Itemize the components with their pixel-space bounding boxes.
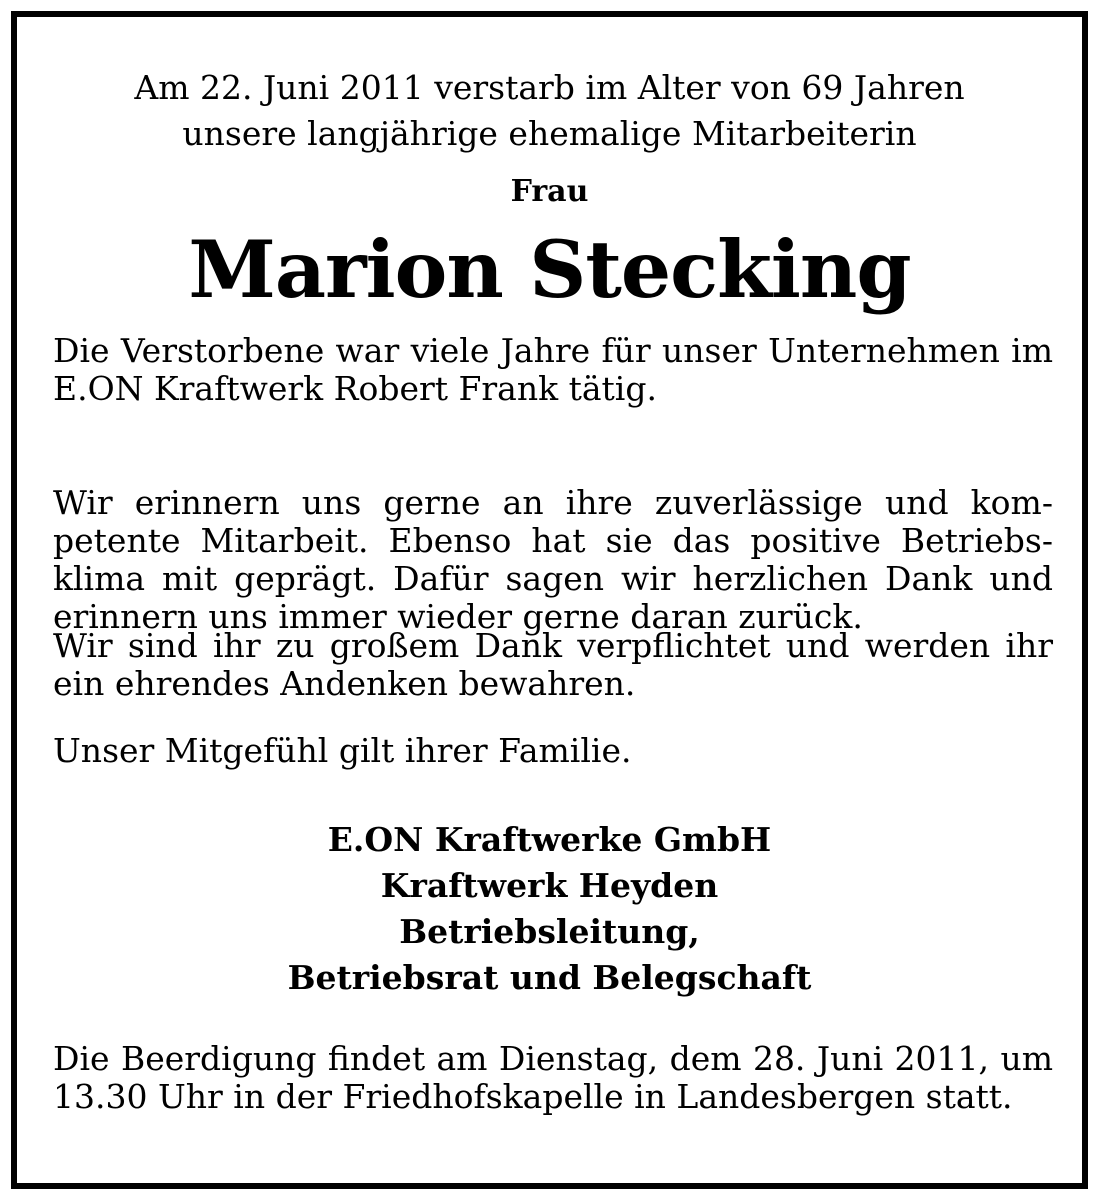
paragraph-employment: Die Verstorbene war viele Jahre für unser Unternehmen im E.ON Kraftwerk Robert Frank tätig.	[53, 331, 1053, 408]
sender-plant: Kraftwerk Heyden	[380, 866, 719, 905]
sender-management: Betriebsleitung,	[399, 912, 700, 951]
intro-line: unsere langjährige ehemalige Mitarbeiterin	[182, 114, 917, 153]
deceased-name: Marion Stecking	[188, 223, 911, 316]
paragraph-remembrance: Wir erinnern uns gerne an ihre zuverlässige und kompetente Mitarbeit. Ebenso hat sie das positive Betriebsklima mit geprägt. Dafür sagen wir herzlichen Dank und erinnern uns immer wieder gerne daran zurück.	[53, 483, 1053, 636]
sender-block	[17, 817, 1082, 1001]
sender-staff: Betriebsrat und Belegschaft	[287, 958, 812, 997]
intro-line: Am 22. Juni 2011 verstarb im Alter von 69 Jahren	[134, 68, 965, 107]
obituary-notice	[11, 11, 1088, 1189]
paragraph-gratitude: Wir sind ihr zu großem Dank verpflichtet und werden ihr ein ehrendes Andenken bewahren.	[53, 626, 1053, 703]
sender-company: E.ON Kraftwerke GmbH	[327, 820, 772, 859]
paragraph-condolence: Unser Mitgefühl gilt ihrer Familie.	[53, 731, 632, 770]
intro-text	[17, 65, 1082, 157]
salutation: Frau	[510, 174, 589, 209]
funeral-info: Die Beerdigung findet am Dienstag, dem 28. Juni 2011, um 13.30 Uhr in der Friedhofskapelle in Landesbergen statt.	[53, 1039, 1053, 1116]
